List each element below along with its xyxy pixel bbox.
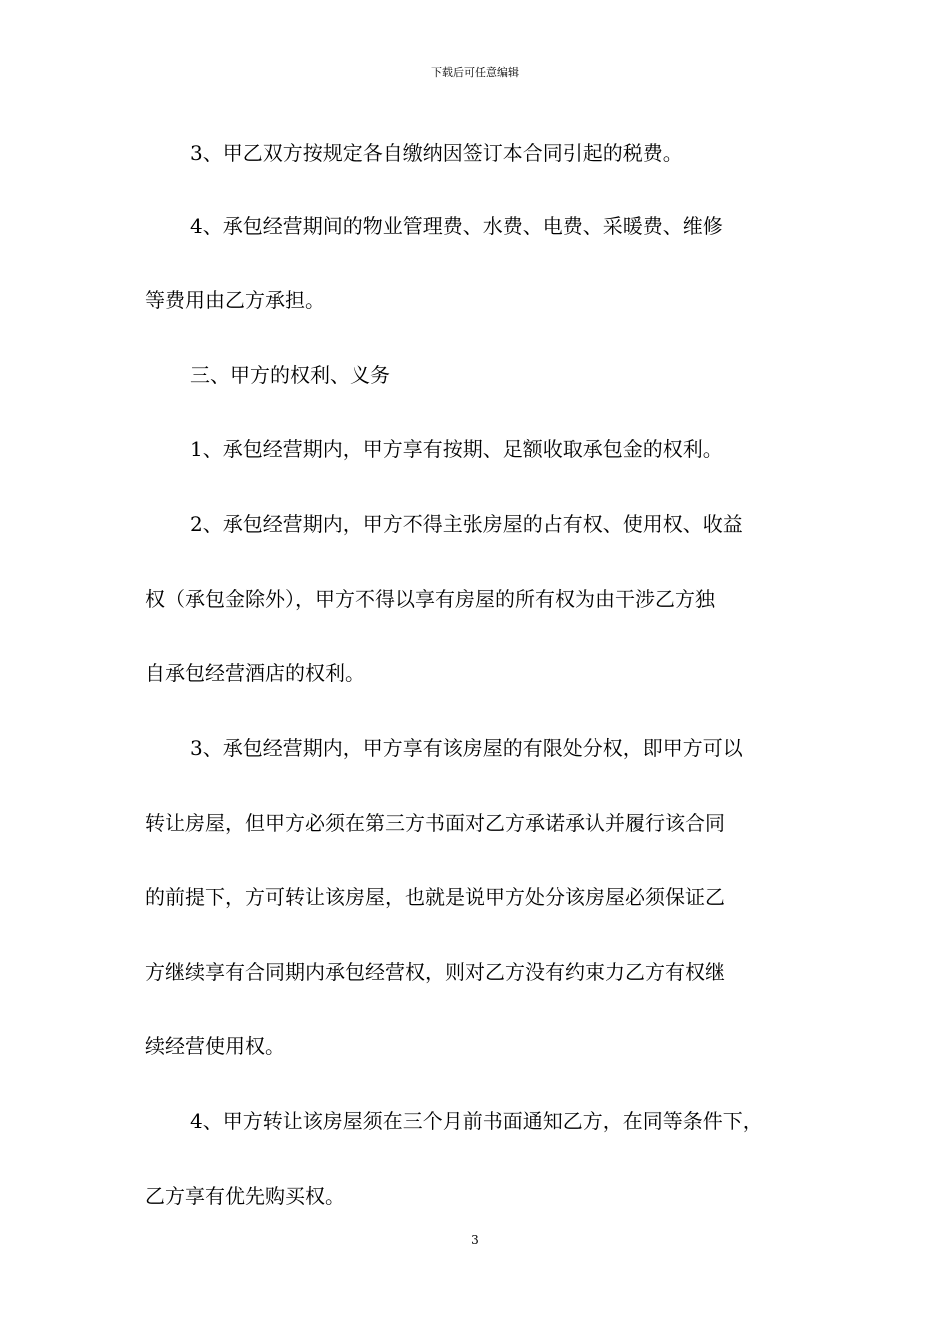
paragraph-line: 自承包经营酒店的权利。 [145,661,365,685]
page-number: 3 [471,1233,479,1247]
paragraph-line: 续经营使用权。 [145,1034,285,1058]
page-header: 下载后可任意编辑 [431,66,519,79]
paragraph-line: 方继续享有合同期内承包经营权，则对乙方没有约束力乙方有权继 [145,960,725,984]
paragraph-line: 3、甲乙双方按规定各自缴纳因签订本合同引起的税费。 [190,141,683,165]
paragraph-line: 权（承包金除外），甲方不得以享有房屋的所有权为由干涉乙方独 [145,587,715,611]
paragraph-line: 转让房屋，但甲方必须在第三方书面对乙方承诺承认并履行该合同 [145,811,725,835]
paragraph-line: 4、甲方转让该房屋须在三个月前书面通知乙方，在同等条件下， [190,1109,763,1133]
paragraph-line: 4、承包经营期间的物业管理费、水费、电费、采暖费、维修 [190,214,723,238]
paragraph-line: 3、承包经营期内，甲方享有该房屋的有限处分权，即甲方可以 [190,736,743,760]
paragraph-line: 等费用由乙方承担。 [145,288,325,312]
section-heading: 三、甲方的权利、义务 [190,363,390,387]
paragraph-line: 1、承包经营期内，甲方享有按期、足额收取承包金的权利。 [190,437,723,461]
paragraph-line: 的前提下，方可转让该房屋，也就是说甲方处分该房屋必须保证乙 [145,885,725,909]
paragraph-line: 2、承包经营期内，甲方不得主张房屋的占有权、使用权、收益 [190,512,743,536]
paragraph-line: 乙方享有优先购买权。 [145,1184,345,1208]
